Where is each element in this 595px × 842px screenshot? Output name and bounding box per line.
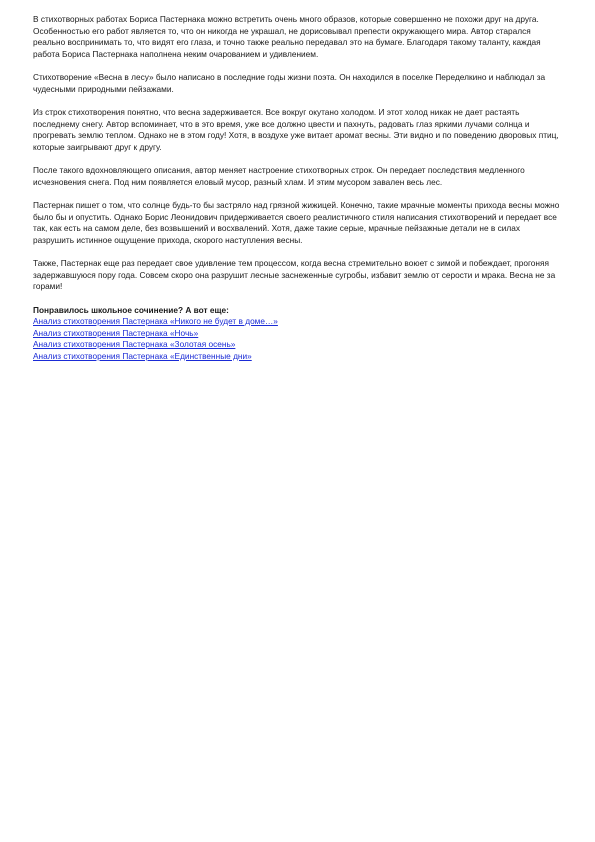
paragraph-conclusion: Также, Пастернак еще раз передает свое удивление тем процессом, когда весна стремительно воюет с зимой и побеждает, прогоняя задержавшуюся пору года. Совсем скоро она разрушит лесные заснеженные сугробы, избавит землю от серости и мрака. Весна не за горами! [33, 258, 556, 291]
document-page [33, 14, 563, 362]
list-item [33, 351, 563, 363]
list-item [33, 328, 563, 340]
paragraph-intro: В стихотворных работах Бориса Пастернака можно встретить очень много образов, которые совершенно не похожи друг на друга. Особенностью его работ является то, что он никогда не украшал, не дорисовывал препести окружающего мира. Автор старался реально воспринимать то, что видят его глаза, и точно также реально передавал это на бумаге. Благодаря такому таланту, каждая работа Бориса Пастернака наполнена неким очарованием и удивлением. [33, 14, 541, 59]
related-essays-heading: Понравилось школьное сочинение? А вот еще: [33, 304, 229, 315]
paragraph-mood-change: После такого вдохновляющего описания, автор меняет настроение стихотворных строк. Он передает последствия медленного исчезновения снега. Под ним появляется еловый мусор, разный хлам. И этим мусором завален весь лес. [33, 165, 525, 187]
list-item [33, 316, 563, 328]
related-essays-list [33, 316, 563, 362]
list-item [33, 339, 563, 351]
related-link-noch[interactable]: Анализ стихотворения Пастернака «Ночь» [33, 327, 199, 338]
related-link-nikogo-ne-budet[interactable]: Анализ стихотворения Пастернака «Никого не будет в доме…» [33, 316, 278, 326]
paragraph-poem-context: Стихотворение «Весна в лесу» было написано в последние годы жизни поэта. Он находился в поселке Переделкино и наблюдал за чудесными природными пейзажами. [33, 72, 546, 94]
paragraph-realism: Пастернак пишет о том, что солнце будь-то бы застряло над грязной жижицей. Конечно, такие мрачные моменты прихода весны можно было бы и опустить. Однако Борис Леонидович придерживается своего реалистичного стиля написания стихотворений и передает все так, как есть на самом деле, без возвышений и восхвалений. Хотя, даже такие серые, мрачные пейзажные детали не в силах разрушить истинное ощущение прихода, скорого наступления весны. [33, 200, 560, 245]
related-link-edinstvennye-dni[interactable]: Анализ стихотворения Пастернака «Единственные дни» [33, 350, 252, 361]
related-link-zolotaya-osen[interactable]: Анализ стихотворения Пастернака «Золотая осень» [33, 339, 236, 349]
paragraph-spring-delay: Из строк стихотворения понятно, что весна задерживается. Все вокруг окутано холодом. И этот холод никак не дает растаять последнему снегу. Автор вспоминает, что в это время, уже все должно цвести и пахнуть, радовать глаз яркими лучами солнца и прогревать землю теплом. Однако не в этом году! Хотя, в воздухе уже витает аромат весны. Эти видно и по поведению дворовых птиц, которые заигрывают друг к другу. [33, 107, 559, 152]
